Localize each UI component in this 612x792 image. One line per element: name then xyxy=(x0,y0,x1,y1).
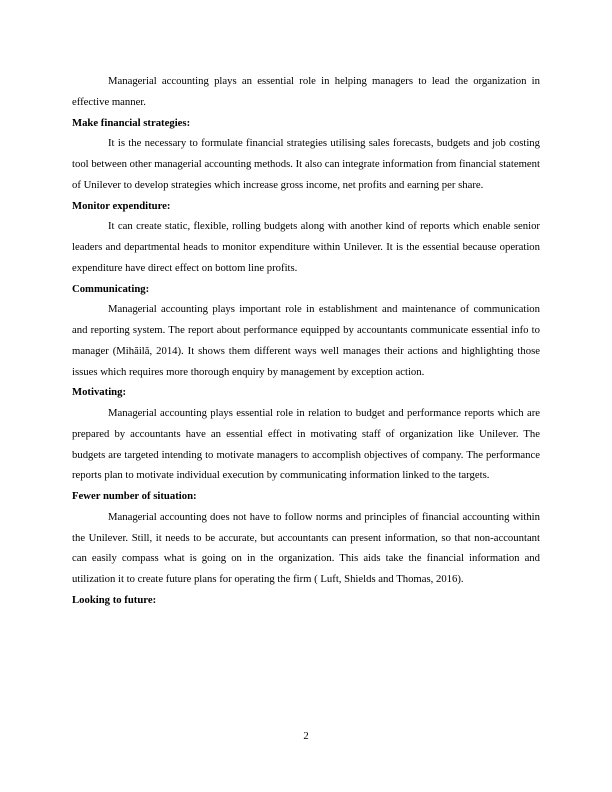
section-heading-looking-to-future: Looking to future: xyxy=(72,593,157,606)
section-body-monitor-expenditure: It can create static, flexible, rolling budgets along with another kind of reports which enable senior leaders and departmental heads to monitor expenditure within Unilever. It is the essential because operation expenditure have direct effect on bottom line profits. xyxy=(72,220,540,274)
section-body-motivating: Managerial accounting plays essential role in relation to budget and performance reports which are prepared by accountants have an essential effect in motivating staff of organization like Unilever. The budgets are targeted intending to motivate managers to accomplish objectives of company. The performance reports plan to motivate individual execution by communicating information linked to the targets. xyxy=(72,407,540,482)
page-number: 2 xyxy=(303,730,309,742)
section-body-fewer-situation: Managerial accounting does not have to follow norms and principles of financial accounting within the Unilever. Still, it needs to be accurate, but accountants can present information, so that non-accountant can easily compass what is going on in the organization. This aids take the financial information and utilization it to create future plans for operating the firm ( Luft, Shields and Thomas, 2016). xyxy=(72,510,540,585)
section-body-financial-strategies: It is the necessary to formulate financial strategies utilising sales forecasts, budgets and job costing tool between other managerial accounting methods. It also can integrate information from financial statement of Unilever to develop strategies which increase gross income, net profits and earning per share. xyxy=(72,137,540,191)
section-heading-monitor-expenditure: Monitor expenditure: xyxy=(72,199,171,212)
intro-paragraph: Managerial accounting plays an essential role in helping managers to lead the organization in effective manner. xyxy=(72,75,540,108)
section-heading-motivating: Motivating: xyxy=(72,386,127,399)
document-page xyxy=(72,71,540,611)
section-heading-fewer-situation: Fewer number of situation: xyxy=(72,490,197,502)
section-body-communicating: Managerial accounting plays important role in establishment and maintenance of communication and reporting system. The report about performance equipped by accountants communicate essential info to manager (Mihăilă, 2014). It shows them different ways well manages their actions and highlighting those issues which requires more thorough enquiry by management by exception action. xyxy=(72,303,540,378)
section-heading-communicating: Communicating: xyxy=(72,282,150,295)
section-heading-financial-strategies: Make financial strategies: xyxy=(72,116,191,129)
